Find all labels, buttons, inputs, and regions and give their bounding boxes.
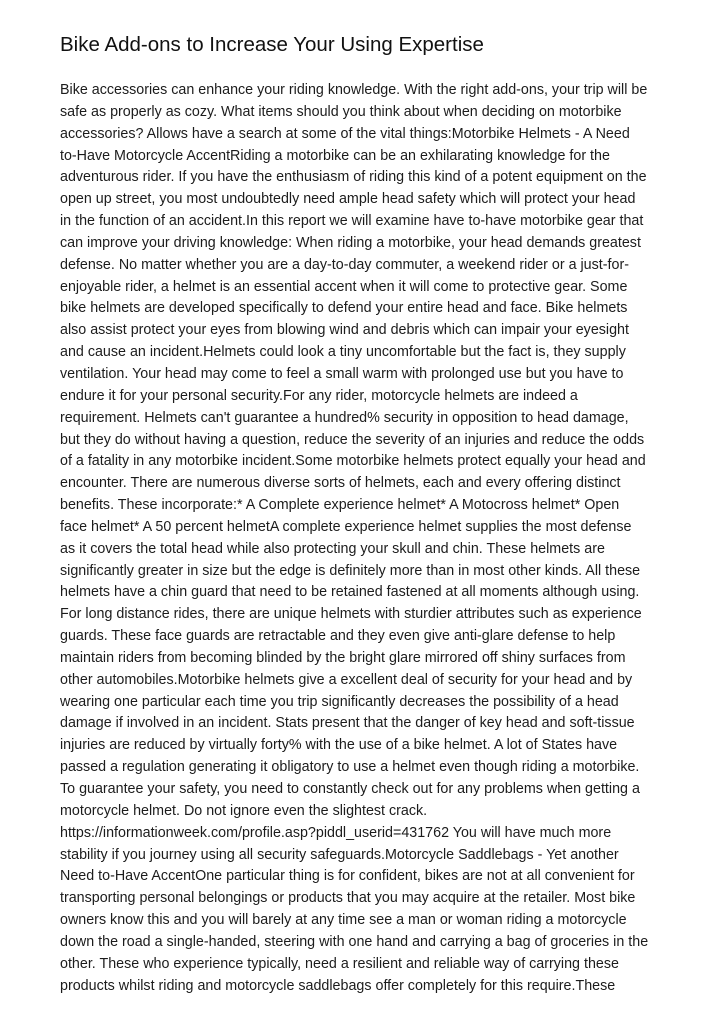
body-text-line: other automobiles.Motorbike helmets give a excellent deal of security for your head and by: [60, 671, 633, 688]
body-text-line: as it covers the total head while also protecting your skull and chin. These helmets are: [60, 540, 605, 557]
body-text-line: and cause an incident.Helmets could look a tiny uncomfortable but the fact is, they supply: [60, 344, 626, 361]
body-text-line: wearing one particular each time you trip significantly decreases the possibility of a head: [60, 693, 619, 710]
body-text-line: open up street, you most undoubtedly need ample head safety which will protect your head: [60, 191, 636, 208]
body-text-line: but they do without having a question, reduce the severity of an injuries and reduce the odds: [60, 431, 645, 448]
body-text-line: transporting personal belongings or products that you may acquire at the retailer. Most bike: [60, 890, 636, 907]
body-text-line: Need to-Have AccentOne particular thing is for confident, bikes are not at all convenient for: [60, 868, 635, 885]
document-body: [60, 80, 666, 997]
body-text-line: guards. These face guards are retractable and they even give anti-glare defense to help: [60, 628, 616, 645]
body-text-line: encounter. There are numerous diverse sorts of helmets, each and every offering distinct: [60, 475, 621, 492]
body-text-line: down the road a single-handed, steering with one hand and carrying a bag of groceries in the: [60, 933, 649, 950]
body-text-line: injuries are reduced by virtually forty% with the use of a bike helmet. A lot of States have: [60, 737, 618, 754]
body-text-line: enjoyable rider, a helmet is an essential accent when it will come to protective gear. Some: [60, 278, 628, 295]
body-text-line: maintain riders from becoming blinded by the bright glare mirrored off shiny surfaces from: [60, 649, 626, 666]
body-text-line: also assist protect your eyes from blowing wind and debris which can impair your eyesight: [60, 322, 629, 339]
body-text-line: endure it for your personal security.For any rider, motorcycle helmets are indeed a: [60, 387, 578, 404]
body-text-line: damage if involved in an incident. Stats present that the danger of key head and soft-tissue: [60, 715, 635, 732]
body-text-line: bike helmets are developed specifically to defend your entire head and face. Bike helmets: [60, 300, 628, 317]
body-text-line: passed a regulation generating it obligatory to use a helmet even though riding a motorbike.: [60, 759, 640, 776]
body-text-line: requirement. Helmets can't guarantee a hundred% security in opposition to head damage,: [60, 409, 629, 426]
body-text-line: For long distance rides, there are unique helmets with sturdier attributes such as experience: [60, 606, 642, 623]
body-text-line: of a fatality in any motorbike incident.Some motorbike helmets protect equally your head and: [60, 453, 646, 470]
body-text-line: https://informationweek.com/profile.asp?piddl_userid=431762 You will have much more: [60, 824, 612, 841]
body-text-line: significantly greater in size but the edge is definitely more than in most other kinds. All these: [60, 562, 641, 579]
body-text-line: other. These who experience typically, need a resilient and reliable way of carrying these: [60, 955, 619, 972]
body-text-line: face helmet* A 50 percent helmetA complete experience helmet supplies the most defense: [60, 518, 632, 535]
body-text-line: benefits. These incorporate:* A Complete experience helmet* A Motocross helmet* Open: [60, 497, 620, 514]
document-title: Bike Add-ons to Increase Your Using Expertise: [60, 33, 484, 56]
body-text-line: safe as properly as cozy. What items should you think about when deciding on motorbike: [60, 103, 622, 120]
body-text-line: stability if you journey using all security safeguards.Motorcycle Saddlebags - Yet another: [60, 846, 619, 863]
body-text-line: to-Have Motorcycle AccentRiding a motorbike can be an exhilarating knowledge for the: [60, 147, 610, 164]
body-text-line: can improve your driving knowledge: When riding a motorbike, your head demands greatest: [60, 234, 641, 251]
body-text-line: To guarantee your safety, you need to constantly check out for any problems when getting a: [60, 781, 640, 797]
body-text-line: adventurous rider. If you have the enthusiasm of riding this kind of a potent equipment on the: [60, 169, 647, 186]
body-text-line: motorcycle helmet. Do not ignore even the slightest crack.: [60, 802, 428, 819]
body-text-line: owners know this and you will barely at any time see a man or woman riding a motorcycle: [60, 912, 627, 929]
body-text-line: products whilst riding and motorcycle saddlebags offer completely for this require.These: [60, 977, 616, 994]
body-text-line: accessories? Allows have a search at some of the vital things:Motorbike Helmets - A Need: [60, 125, 630, 142]
body-text-line: helmets have a chin guard that need to be retained fastened at all moments although using.: [60, 584, 640, 601]
body-text-line: ventilation. Your head may come to feel a small warm with prolonged use but you have to: [60, 365, 624, 382]
body-text-line: Bike accessories can enhance your riding knowledge. With the right add-ons, your trip will be: [60, 82, 648, 98]
body-text-line: defense. No matter whether you are a day-to-day commuter, a weekend rider or a just-for-: [60, 256, 629, 273]
body-text-line: in the function of an accident.In this report we will examine have to-have motorbike gear that: [60, 213, 644, 230]
